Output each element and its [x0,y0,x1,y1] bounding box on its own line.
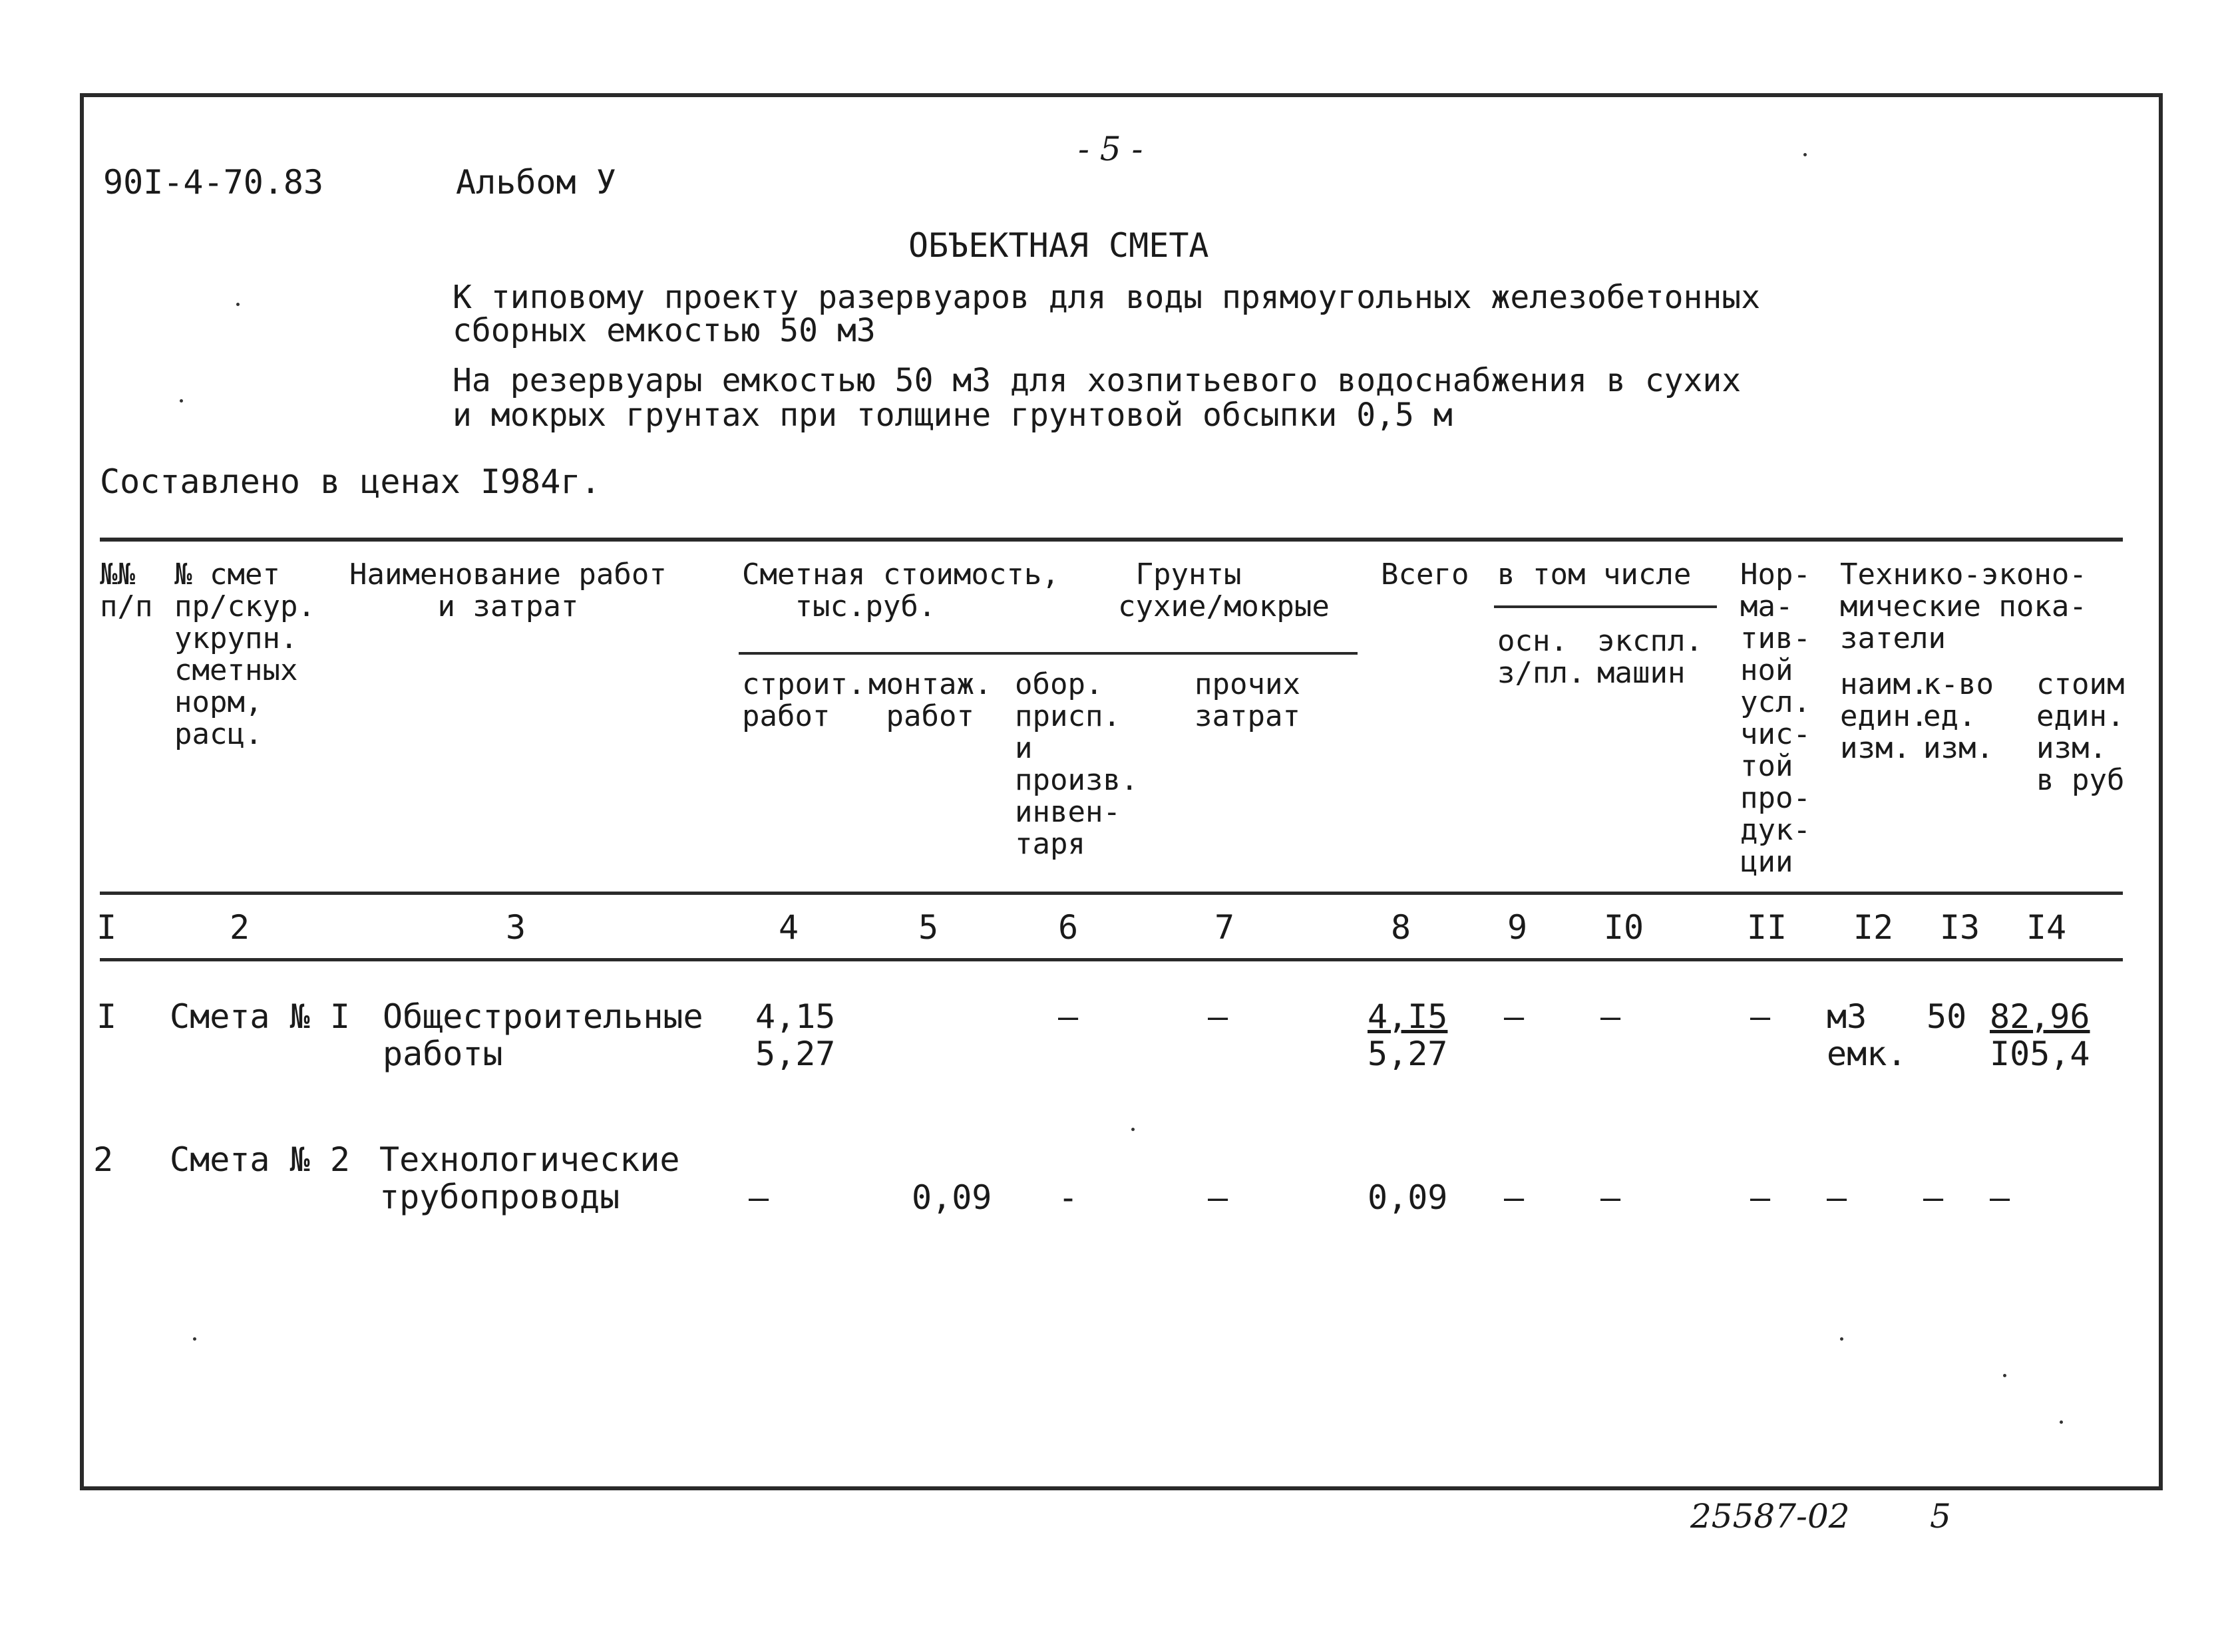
header-col-14: стоим един. изм. в руб [2036,667,2125,797]
row1-col7: – [1208,997,1228,1036]
row1-col13: 50 [1927,997,1967,1036]
header-col-8: Всего [1381,558,1469,591]
header-soil-group: Грунты сухие/мокрые [1118,558,1330,623]
header-col-1: №№ п/п [100,558,153,623]
row1-col8-bottom: 5,27 [1368,1035,1448,1073]
archive-number: 25587-02 [1690,1497,1850,1536]
page-number: - 5 - [1078,130,1143,168]
prices-note: Составлено в ценах I984г. [100,462,601,501]
row1-number: I [96,997,117,1036]
numbers-bottom-rule [100,958,2123,961]
header-col-12: наим. един. изм. [1840,667,1929,765]
col-num: 3 [505,908,526,947]
scan-speck [2060,1420,2063,1424]
table-top-rule [100,538,2123,542]
col-num: 5 [918,908,939,947]
scan-speck [236,303,240,306]
header-col-5: монтаж. работ [868,667,992,733]
col-num: I2 [1853,908,1894,947]
row1-col14-top: 82,96 [1990,997,2090,1036]
col-num: I0 [1603,908,1644,947]
header-col-10: экспл. машин [1597,624,1703,690]
col-num: I3 [1939,908,1980,947]
cost-group-rule [739,652,1358,655]
scan-speck [1840,1337,1843,1341]
row2-col9: – [1504,1178,1525,1217]
header-col-11: Нор- ма- тив- ной усл. чис- той про- дук- ции [1740,558,1811,879]
col-num: I [96,908,117,947]
row1-col4: 4,15 5,27 [755,997,836,1073]
document-code: 90I-4-70.83 [103,163,324,202]
scan-speck [1131,1128,1135,1131]
col-num: 9 [1507,908,1528,947]
scan-speck [2003,1374,2006,1377]
header-col-4: строит. работ [742,667,866,733]
row2-col11: – [1750,1178,1771,1217]
subtitle-line-1: К типовому проекту разервуаров для воды прямоугольных железобетонных [453,279,1761,316]
header-cost-group: Сметная стоимость, тыс.руб. [742,558,1059,623]
row1-col6: – [1058,997,1079,1036]
row1-col8-top: 4,I5 [1368,997,1448,1036]
row1-smeta: Смета № I [170,997,350,1036]
col-num: 8 [1390,908,1411,947]
header-col-9: осн. з/пл. [1497,624,1586,690]
header-col-3: Наименование работ и затрат [349,558,667,623]
header-tech-group: Технико-эконо- мические пока- затели [1840,558,2087,655]
row2-col14: – [1990,1178,2010,1217]
row2-name: Технологические трубопроводы [379,1140,680,1216]
header-col-7: прочих затрат [1195,667,1300,733]
row1-col14-bottom: I05,4 [1990,1035,2090,1073]
header-col-13: к-во ед. изм. [1923,667,1994,765]
header-bottom-rule [100,892,2123,895]
scan-speck [180,399,183,403]
col-num: I4 [2026,908,2067,947]
header-col-6: обор. присп. и произв. инвен- таря [1015,667,1139,861]
header-incl-group: в том числе [1497,558,1692,591]
row2-col12: – [1827,1178,1847,1217]
header-col-2: № смет пр/скур. укрупн. сметных норм, расц. [174,558,315,751]
row1-col11: – [1750,997,1771,1036]
col-num: II [1746,908,1787,947]
document-title: ОБЪЕКТНАЯ СМЕТА [908,226,1209,265]
scan-speck [193,1337,196,1341]
row2-col4: – [749,1178,769,1217]
col-num: 7 [1214,908,1235,947]
row2-col7: – [1208,1178,1228,1217]
scan-speck [1803,153,1807,156]
row2-col5: 0,09 [912,1178,992,1217]
subtitle-line-3: На резервуары емкостью 50 м3 для хозпитьевого водоснабжения в сухих [453,362,1742,399]
row2-col13: – [1923,1178,1944,1217]
row1-name: Общестроительные работы [383,997,703,1073]
row2-col10: – [1600,1178,1621,1217]
subtitle-line-4: и мокрых грунтах при толщине грунтовой обсыпки 0,5 м [453,397,1453,434]
archive-page: 5 [1930,1497,1951,1536]
col-num: 4 [778,908,799,947]
album-label: Альбом У [456,163,616,202]
row1-col10: – [1600,997,1621,1036]
incl-group-rule [1494,605,1717,608]
col-num: 6 [1057,908,1079,947]
row1-col12: м3 емк. [1827,997,1907,1073]
row2-col8: 0,09 [1368,1178,1448,1217]
subtitle-line-2: сборных емкостью 50 м3 [453,312,876,349]
row2-number: 2 [93,1140,114,1179]
row1-col9: – [1504,997,1525,1036]
row2-smeta: Смета № 2 [170,1140,350,1179]
col-num: 2 [229,908,250,947]
row2-col6: - [1058,1178,1079,1217]
